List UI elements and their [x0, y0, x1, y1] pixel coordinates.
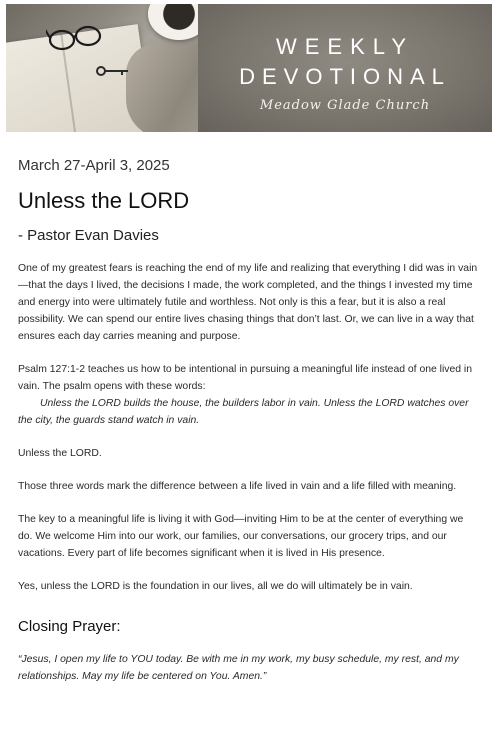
closing-prayer-text: “Jesus, I open my life to YOU today. Be with me in my work, my busy schedule, my rest, and my relationships. May my life be centered on You. Amen.”	[18, 654, 459, 682]
paragraph-psalm: Psalm 127:1-2 teaches us how to be intentional in pursuing a meaningful life instead of one lived in vain. The psalm opens with these words:	[18, 364, 473, 392]
glasses-icon	[46, 18, 106, 58]
paragraph-key: The key to a meaningful life is living it with God—inviting Him to be at the center of everything we do. We welcome Him into our work, our families, our conversations, our grocery trips, and our vacations. Every part of life becomes significant when it is lived in His presence.	[18, 514, 464, 559]
paragraph-intro: One of my greatest fears is reaching the end of my life and realizing that everything I did was in vain—that the days I lived, the decisions I made, the work completed, and the things I invested my time and energy into were ultimately futile and worthless. Not only is this a fear, but it is also a real possibility. We can spend our entire lives chasing things that don’t last. Or, we can live in a way that ensures each day carries meaning and purpose.	[18, 263, 478, 342]
scripture-quote: Unless the LORD builds the house, the builders labor in vain. Unless the LORD watches over the city, the guards stand watch in vain.	[18, 398, 469, 426]
church-name: Meadow Glade Church	[259, 98, 431, 113]
paragraph-foundation: Yes, unless the LORD is the foundation in our lives, all we do will ultimately be in vain.	[18, 581, 413, 592]
paragraph-three-words: Those three words mark the difference between a life lived in vain and a life filled with meaning.	[18, 481, 457, 492]
banner-title-weekly: WEEKLY	[275, 34, 415, 59]
key-icon	[96, 66, 130, 76]
banner-title-devotional: DEVOTIONAL	[239, 64, 451, 89]
page-title: Unless the LORD	[18, 188, 190, 213]
banner-title-panel	[198, 4, 492, 132]
header-banner	[6, 4, 492, 132]
author-line: - Pastor Evan Davies	[18, 227, 159, 244]
date-range: March 27-April 3, 2025	[18, 157, 170, 174]
closing-prayer-heading: Closing Prayer:	[18, 618, 121, 635]
banner-photo	[6, 4, 198, 132]
devotional-content	[18, 154, 480, 685]
paragraph-unless: Unless the LORD.	[18, 448, 102, 459]
